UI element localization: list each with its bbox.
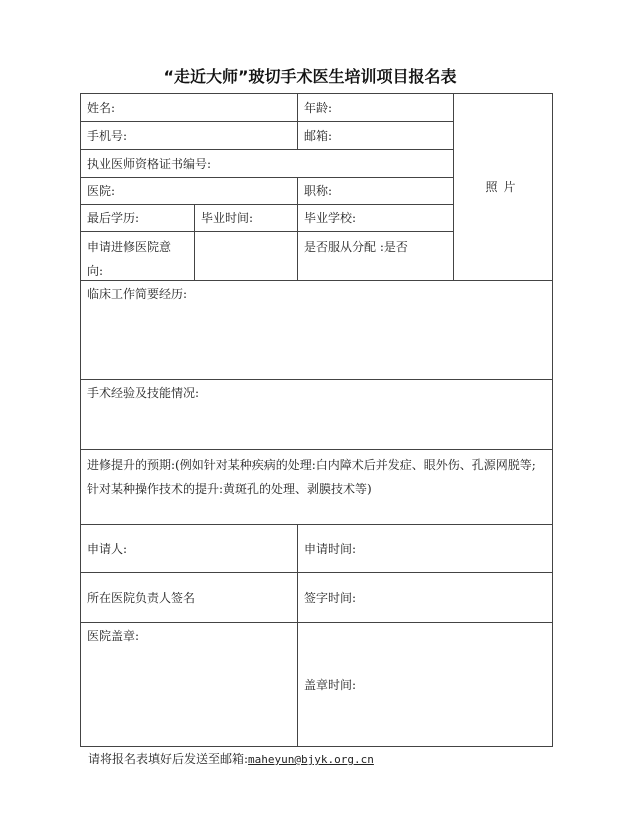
clinical-experience-field[interactable]: 临床工作简要经历: (80, 280, 553, 379)
registration-form (80, 93, 553, 747)
license-number-field[interactable]: 执业医师资格证书编号: (80, 149, 453, 177)
hospital-field[interactable]: 医院: (80, 177, 297, 204)
intended-hospital-label: 申请进修医院意向: (80, 231, 194, 280)
seal-time-field[interactable]: 盖章时间: (297, 622, 553, 747)
phone-field[interactable]: 手机号: (80, 121, 297, 149)
expectation-field[interactable]: 进修提升的预期:(例如针对某种疾病的处理:白内障术后并发症、眼外伤、孔源网脱等;针对某种操作技术的提升:黄斑孔的处理、剥膜技术等) (80, 449, 553, 524)
obey-assignment-field[interactable]: 是否服从分配 :是否 (297, 231, 453, 280)
footer-email-link[interactable]: maheyun@bjyk.org.cn (248, 753, 374, 766)
surgery-skills-field[interactable]: 手术经验及技能情况: (80, 379, 553, 449)
age-field[interactable]: 年龄: (297, 93, 453, 121)
leader-sign-field[interactable]: 所在医院负责人签名 (80, 572, 297, 622)
sign-time-field[interactable]: 签字时间: (297, 572, 553, 622)
name-field[interactable]: 姓名: (80, 93, 297, 121)
intended-hospital-input[interactable] (194, 231, 297, 280)
email-field[interactable]: 邮箱: (297, 121, 453, 149)
title-rank-field[interactable]: 职称: (297, 177, 453, 204)
footer-text: 请将报名表填好后发送至邮箱: (88, 752, 249, 766)
graduation-time-field[interactable]: 毕业时间: (194, 204, 297, 231)
photo-box[interactable]: 照片 (453, 93, 553, 280)
apply-time-field[interactable]: 申请时间: (297, 524, 553, 572)
footer-note (88, 750, 374, 767)
applicant-field[interactable]: 申请人: (80, 524, 297, 572)
school-field[interactable]: 毕业学校: (297, 204, 453, 231)
hospital-seal-field[interactable]: 医院盖章: (80, 622, 297, 747)
form-title: “走近大师”玻切手术医生培训项目报名表 (163, 67, 457, 86)
education-field[interactable]: 最后学历: (80, 204, 194, 231)
